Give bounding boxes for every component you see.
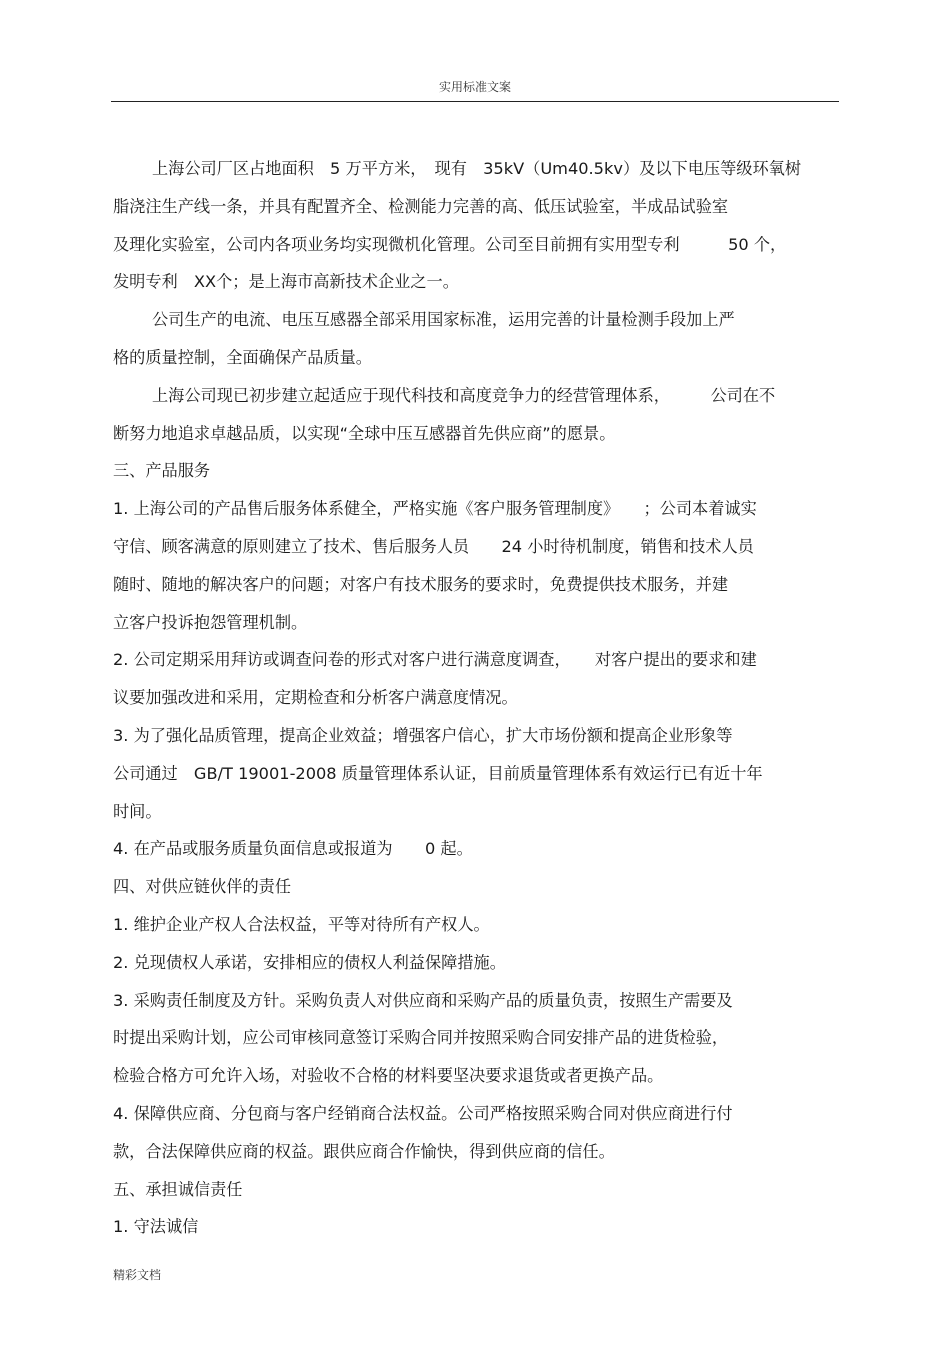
list-item-line: 1. 上海公司的产品售后服务体系健全，严格实施《客户服务管理制度》 ；公司本着诚实 bbox=[113, 499, 757, 519]
list-item-line: 3. 采购责任制度及方针。采购负责人对供应商和采购产品的质量负责，按照生产需要及 bbox=[113, 990, 733, 1010]
list-item-line: 4. 保障供应商、分包商与客户经销商合法权益。公司严格按照采购合同对供应商进行付 bbox=[113, 1103, 733, 1123]
section-heading: 四、对供应链伙伴的责任 bbox=[113, 877, 292, 897]
list-item-line: 议要加强改进和采用，定期检查和分析客户满意度情况。 bbox=[113, 688, 518, 708]
list-item-line: 时提出采购计划，应公司审核同意签订采购合同并按照采购合同安排产品的进货检验， bbox=[113, 1028, 729, 1048]
list-item-line: 1. 维护企业产权人合法权益，平等对待所有产权人。 bbox=[113, 914, 490, 934]
list-item-line: 3. 为了强化品质管理，提高企业效益；增强客户信心，扩大市场份额和提高企业形象等 bbox=[113, 725, 733, 745]
paragraph-line: 上海公司厂区占地面积 5 万平方米， 现有 35kV（Um40.5kv）及以下电压等级环氧树 bbox=[152, 159, 802, 178]
list-item-line: 守信、顾客满意的原则建立了技术、售后服务人员 24 小时待机制度，销售和技术人员 bbox=[113, 536, 754, 556]
section-heading: 五、承担诚信责任 bbox=[113, 1179, 243, 1199]
list-item-line: 4. 在产品或服务质量负面信息或报道为 0 起。 bbox=[113, 839, 473, 859]
list-item-line: 时间。 bbox=[113, 801, 162, 821]
list-item-line: 2. 兑现债权人承诺，安排相应的债权人利益保障措施。 bbox=[113, 952, 506, 972]
section-heading: 三、产品服务 bbox=[113, 461, 211, 481]
document-body bbox=[113, 150, 837, 1246]
paragraph-line: 发明专利 XX个；是上海市高新技术企业之一。 bbox=[113, 272, 459, 292]
list-item-line: 检验合格方可允许入场，对验收不合格的材料要坚决要求退货或者更换产品。 bbox=[113, 1066, 664, 1086]
page-header: 实用标准文案 bbox=[438, 80, 511, 94]
list-item-line: 款，合法保障供应商的权益。跟供应商合作愉快，得到供应商的信任。 bbox=[113, 1141, 615, 1161]
list-item-line: 公司通过 GB/T 19001-2008 质量管理体系认证，目前质量管理体系有效运行已有近十年 bbox=[113, 763, 763, 783]
page-footer: 精彩文档 bbox=[113, 1268, 162, 1282]
list-item-line: 立客户投诉抱怨管理机制。 bbox=[113, 612, 308, 632]
paragraph-line: 脂浇注生产线一条，并具有配置齐全、检测能力完善的高、低压试验室，半成品试验室 bbox=[113, 196, 729, 216]
paragraph-line: 上海公司现已初步建立起适应于现代科技和高度竞争力的经营管理体系， 公司在不 bbox=[152, 385, 776, 405]
paragraph-line: 格的质量控制，全面确保产品质量。 bbox=[113, 347, 372, 367]
paragraph-line: 公司生产的电流、电压互感器全部采用国家标准，运用完善的计量检测手段加上严 bbox=[152, 310, 735, 330]
list-item-line: 随时、随地的解决客户的问题；对客户有技术服务的要求时，免费提供技术服务，并建 bbox=[113, 574, 729, 594]
paragraph-line: 断努力地追求卓越品质，以实现“全球中压互感器首先供应商”的愿景。 bbox=[113, 423, 616, 443]
paragraph-line: 及理化实验室，公司内各项业务均实现微机化管理。公司至目前拥有实用型专利 50 个， bbox=[113, 234, 787, 254]
list-item-line: 2. 公司定期采用拜访或调查问卷的形式对客户进行满意度调查， 对客户提出的要求和建 bbox=[113, 650, 757, 670]
header-divider bbox=[111, 101, 839, 102]
list-item-line: 1. 守法诚信 bbox=[113, 1217, 199, 1237]
